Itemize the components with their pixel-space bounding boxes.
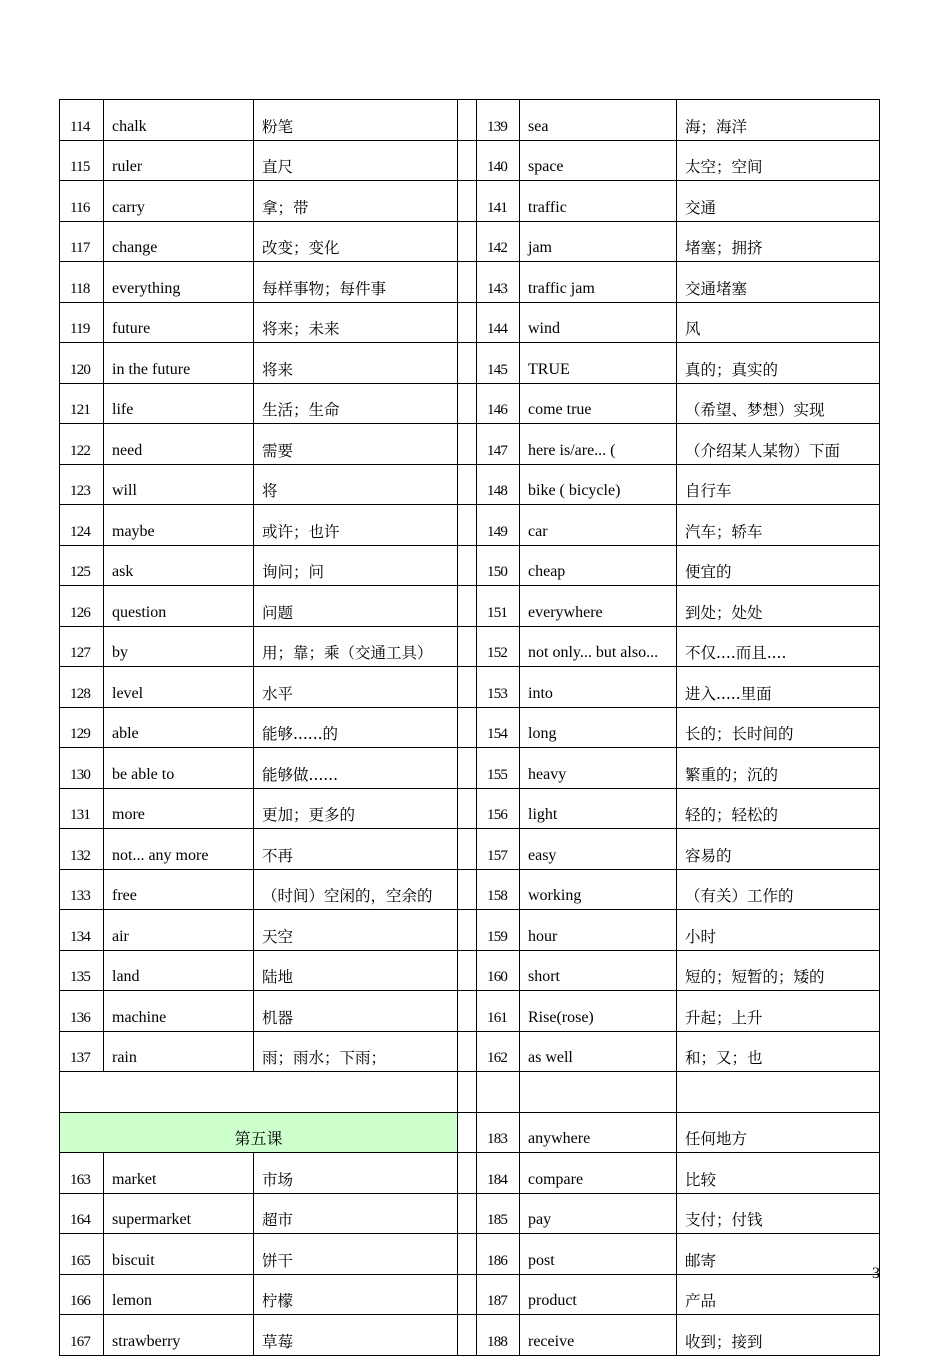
left-entry-chinese: 水平 [254,667,458,708]
column-gap [458,1193,477,1234]
right-entry-number: 156 [477,788,520,829]
column-gap [458,788,477,829]
right-entry-number: 146 [477,383,520,424]
right-entry-number: 183 [477,1112,520,1153]
right-entry-english: Rise(rose) [520,991,677,1032]
table-row [60,788,880,829]
right-entry-chinese: 太空；空间 [677,140,880,181]
left-entry-number: 127 [60,626,104,667]
left-entry-chinese: 饼干 [254,1234,458,1275]
left-entry-english: need [104,424,254,465]
right-entry-english: easy [520,829,677,870]
left-entry-chinese: 雨；雨水；下雨； [254,1031,458,1072]
right-entry-english: into [520,667,677,708]
left-entry-number: 131 [60,788,104,829]
column-gap [458,464,477,505]
column-gap [458,829,477,870]
left-entry-number: 135 [60,950,104,991]
left-entry-english: everything [104,262,254,303]
right-entry-number: 185 [477,1193,520,1234]
table-row [60,667,880,708]
right-entry-english: receive [520,1315,677,1356]
right-entry-number: 153 [477,667,520,708]
right-entry-english: anywhere [520,1112,677,1153]
column-gap [458,950,477,991]
left-entry-number: 114 [60,100,104,141]
right-entry-number: 161 [477,991,520,1032]
column-gap [458,140,477,181]
left-entry-number: 128 [60,667,104,708]
column-gap [458,505,477,546]
table-row [60,424,880,465]
right-entry-chinese: 交通堵塞 [677,262,880,303]
right-entry-chinese: 收到；接到 [677,1315,880,1356]
right-entry-number: 148 [477,464,520,505]
column-gap [458,181,477,222]
right-entry-english: come true [520,383,677,424]
left-entry-number: 129 [60,707,104,748]
left-entry-number: 136 [60,991,104,1032]
right-entry-english: long [520,707,677,748]
right-entry-english: light [520,788,677,829]
column-gap [458,1234,477,1275]
right-entry-number: 149 [477,505,520,546]
right-entry-chinese: 真的；真实的 [677,343,880,384]
left-entry-number: 123 [60,464,104,505]
left-entry-chinese: 将来 [254,343,458,384]
left-entry-english: supermarket [104,1193,254,1234]
right-entry-english: pay [520,1193,677,1234]
left-entry-number: 119 [60,302,104,343]
left-entry-number: 121 [60,383,104,424]
left-entry-chinese: 市场 [254,1153,458,1194]
table-row [60,181,880,222]
left-entry-english: by [104,626,254,667]
left-entry-chinese: 直尺 [254,140,458,181]
left-entry-number: 122 [60,424,104,465]
left-entry-number: 134 [60,910,104,951]
table-row [60,464,880,505]
left-entry-english: chalk [104,100,254,141]
left-entry-english: air [104,910,254,951]
left-entry-english: ask [104,545,254,586]
right-entry-chinese: 轻的；轻松的 [677,788,880,829]
left-entry-english: carry [104,181,254,222]
right-entry-english: working [520,869,677,910]
right-entry-chinese: 容易的 [677,829,880,870]
column-gap [458,545,477,586]
left-entry-number: 137 [60,1031,104,1072]
left-entry-number: 132 [60,829,104,870]
left-entry-english: land [104,950,254,991]
right-entry-chinese: 产品 [677,1274,880,1315]
right-entry-number: 160 [477,950,520,991]
right-entry-chinese: 升起；上升 [677,991,880,1032]
left-entry-number: 118 [60,262,104,303]
right-entry-chinese: 长的；长时间的 [677,707,880,748]
right-entry-chinese: 繁重的；沉的 [677,748,880,789]
column-gap [458,262,477,303]
left-entry-english: not... any more [104,829,254,870]
left-entry-number: 165 [60,1234,104,1275]
right-entry-english: product [520,1274,677,1315]
right-entry-chinese: 便宜的 [677,545,880,586]
left-entry-english: future [104,302,254,343]
left-entry-chinese: 询问；问 [254,545,458,586]
column-gap [458,586,477,627]
right-entry-english: bike ( bicycle) [520,464,677,505]
column-gap [458,1315,477,1356]
right-entry-chinese: 短的；短暂的；矮的 [677,950,880,991]
left-entry-english: able [104,707,254,748]
left-entry-chinese: 能够做...... [254,748,458,789]
right-entry-english: here is/are... ( [520,424,677,465]
right-entry-chinese: （希望、梦想）实现 [677,383,880,424]
table-row [60,1193,880,1234]
left-entry-chinese: 粉笔 [254,100,458,141]
table-row [60,1315,880,1356]
right-entry-english: wind [520,302,677,343]
right-entry-chinese: 风 [677,302,880,343]
right-entry-chinese: （介绍某人某物）下面 [677,424,880,465]
right-entry-english: not only... but also... [520,626,677,667]
left-entry-english: maybe [104,505,254,546]
right-entry-number: 145 [477,343,520,384]
left-entry-chinese: 不再 [254,829,458,870]
right-entry-number: 187 [477,1274,520,1315]
left-entry-number: 130 [60,748,104,789]
column-gap [458,1072,477,1113]
left-entry-number: 167 [60,1315,104,1356]
right-entry-number: 151 [477,586,520,627]
vocabulary-table-body [60,100,880,1356]
right-entry-english: car [520,505,677,546]
right-entry-english: sea [520,100,677,141]
right-entry-english: traffic jam [520,262,677,303]
column-gap [458,1153,477,1194]
table-row [60,910,880,951]
column-gap [458,424,477,465]
left-entry-chinese: 将 [254,464,458,505]
table-row [60,1031,880,1072]
left-entry-chinese: 用；靠；乘（交通工具） [254,626,458,667]
left-entry-english: market [104,1153,254,1194]
right-entry-number: 143 [477,262,520,303]
empty-cell-left [60,1072,458,1113]
right-entry-number: 139 [477,100,520,141]
left-entry-english: life [104,383,254,424]
right-entry-number: 155 [477,748,520,789]
right-entry-number: 144 [477,302,520,343]
table-row [60,1234,880,1275]
left-entry-english: level [104,667,254,708]
left-entry-english: machine [104,991,254,1032]
right-entry-chinese: 自行车 [677,464,880,505]
right-entry-number: 188 [477,1315,520,1356]
right-entry-chinese: （有关）工作的 [677,869,880,910]
table-row [60,343,880,384]
left-entry-english: rain [104,1031,254,1072]
right-entry-chinese: 邮寄 [677,1234,880,1275]
column-gap [458,667,477,708]
left-entry-english: in the future [104,343,254,384]
table-row [60,991,880,1032]
right-entry-chinese: 海；海洋 [677,100,880,141]
left-entry-chinese: 每样事物；每件事 [254,262,458,303]
left-entry-chinese: （时间）空闲的，空余的 [254,869,458,910]
table-row [60,707,880,748]
left-entry-english: will [104,464,254,505]
column-gap [458,991,477,1032]
right-entry-number: 159 [477,910,520,951]
left-entry-number: 116 [60,181,104,222]
left-entry-chinese: 柠檬 [254,1274,458,1315]
column-gap [458,1274,477,1315]
table-row [60,586,880,627]
column-gap [458,100,477,141]
left-entry-english: more [104,788,254,829]
left-entry-number: 125 [60,545,104,586]
right-entry-english: TRUE [520,343,677,384]
left-entry-chinese: 或许；也许 [254,505,458,546]
table-row [60,1153,880,1194]
column-gap [458,221,477,262]
right-entry-number: 141 [477,181,520,222]
table-row [60,950,880,991]
right-entry-chinese: 堵塞；拥挤 [677,221,880,262]
table-row [60,140,880,181]
empty-row [60,1072,880,1113]
right-entry-number: 184 [477,1153,520,1194]
table-row [60,1274,880,1315]
column-gap [458,383,477,424]
table-row [60,545,880,586]
right-entry-english: space [520,140,677,181]
left-entry-number: 133 [60,869,104,910]
right-entry-number: 186 [477,1234,520,1275]
left-entry-chinese: 草莓 [254,1315,458,1356]
left-entry-chinese: 超市 [254,1193,458,1234]
right-entry-number: 154 [477,707,520,748]
left-entry-chinese: 能够......的 [254,707,458,748]
left-entry-number: 163 [60,1153,104,1194]
right-entry-english: jam [520,221,677,262]
right-entry-chinese: 任何地方 [677,1112,880,1153]
left-entry-chinese: 机器 [254,991,458,1032]
left-entry-number: 166 [60,1274,104,1315]
left-entry-chinese: 拿；带 [254,181,458,222]
left-entry-number: 164 [60,1193,104,1234]
right-entry-english: short [520,950,677,991]
table-row [60,262,880,303]
lesson-header-row [60,1112,880,1153]
table-row [60,869,880,910]
table-row [60,302,880,343]
left-entry-number: 117 [60,221,104,262]
table-row [60,383,880,424]
right-entry-english: post [520,1234,677,1275]
right-entry-number: 158 [477,869,520,910]
right-entry-english: as well [520,1031,677,1072]
right-entry-chinese: 不仅....而且.... [677,626,880,667]
left-entry-english: lemon [104,1274,254,1315]
left-entry-english: free [104,869,254,910]
right-entry-chinese: 比较 [677,1153,880,1194]
right-entry-chinese: 支付；付钱 [677,1193,880,1234]
table-row [60,829,880,870]
empty-cell [477,1072,520,1113]
right-entry-chinese: 小时 [677,910,880,951]
left-entry-number: 120 [60,343,104,384]
right-entry-chinese: 和；又；也 [677,1031,880,1072]
left-entry-english: biscuit [104,1234,254,1275]
column-gap [458,869,477,910]
column-gap [458,343,477,384]
table-row [60,748,880,789]
right-entry-number: 157 [477,829,520,870]
column-gap [458,626,477,667]
right-entry-english: hour [520,910,677,951]
right-entry-chinese: 到处；处处 [677,586,880,627]
right-entry-english: cheap [520,545,677,586]
left-entry-chinese: 更加；更多的 [254,788,458,829]
table-row [60,505,880,546]
left-entry-number: 115 [60,140,104,181]
column-gap [458,910,477,951]
left-entry-chinese: 天空 [254,910,458,951]
left-entry-chinese: 改变；变化 [254,221,458,262]
left-entry-chinese: 问题 [254,586,458,627]
left-entry-english: question [104,586,254,627]
vocabulary-table [59,99,880,1356]
table-row [60,626,880,667]
left-entry-english: be able to [104,748,254,789]
left-entry-number: 124 [60,505,104,546]
lesson-title: 第五课 [60,1112,458,1153]
right-entry-english: heavy [520,748,677,789]
right-entry-number: 142 [477,221,520,262]
right-entry-english: compare [520,1153,677,1194]
right-entry-english: everywhere [520,586,677,627]
table-row [60,221,880,262]
left-entry-english: ruler [104,140,254,181]
empty-cell [520,1072,677,1113]
left-entry-english: strawberry [104,1315,254,1356]
left-entry-chinese: 将来；未来 [254,302,458,343]
right-entry-number: 152 [477,626,520,667]
right-entry-number: 162 [477,1031,520,1072]
right-entry-chinese: 交通 [677,181,880,222]
column-gap [458,1031,477,1072]
right-entry-chinese: 汽车；轿车 [677,505,880,546]
column-gap [458,302,477,343]
left-entry-english: change [104,221,254,262]
right-entry-number: 147 [477,424,520,465]
right-entry-number: 140 [477,140,520,181]
column-gap [458,748,477,789]
page-number: 3 [872,1265,880,1282]
right-entry-english: traffic [520,181,677,222]
right-entry-chinese: 进入.....里面 [677,667,880,708]
left-entry-number: 126 [60,586,104,627]
right-entry-number: 150 [477,545,520,586]
empty-cell [677,1072,880,1113]
table-row [60,100,880,141]
left-entry-chinese: 需要 [254,424,458,465]
left-entry-chinese: 生活；生命 [254,383,458,424]
left-entry-chinese: 陆地 [254,950,458,991]
column-gap [458,707,477,748]
column-gap [458,1112,477,1153]
